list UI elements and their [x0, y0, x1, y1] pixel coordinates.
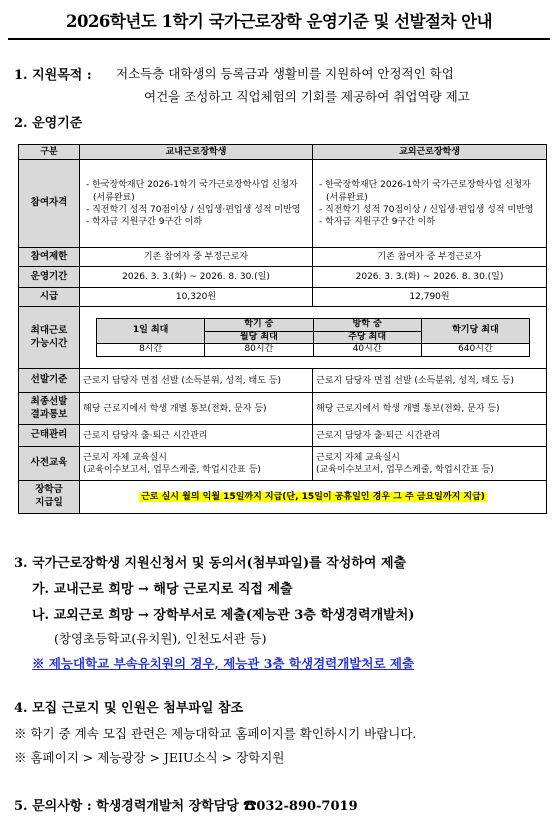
payday-value: 근로 실시 월의 익월 15일까지 지급(단, 15일이 공휴일인 경우 그 주 금요일까지 지급) — [141, 492, 485, 503]
section-4-line-2: ※ 홈페이지 > 제능광장 > JEIU소식 > 장학지원 — [14, 750, 285, 765]
semester-max-label: 학기당 최대 — [421, 319, 529, 344]
section-3-item-b-sub: (창영초등학교(유치원), 인천도서관 등) — [54, 631, 267, 646]
header-category: 구분 — [19, 145, 80, 160]
eligibility-campus-item: - 직전학기 성적 70점이상 / 신입생·편입생 성적 미반영 — [86, 204, 301, 215]
eligibility-offcampus-item: - 직전학기 성적 70점이상 / 신입생·편입생 성적 미반영 — [319, 204, 534, 215]
training-campus-line-2: (교육이수보고서, 업무스케줄, 학업시간표 등) — [83, 464, 261, 475]
header-offcampus: 교외근로장학생 — [313, 145, 547, 160]
eligibility-campus-item: - 한국장학재단 2026-1학기 국가근로장학사업 신청자 (서류완료) — [86, 180, 298, 203]
section-3-item-a: 가. 교내근로 희망 → 해당 근로지로 직접 제출 — [32, 582, 293, 597]
eligibility-campus — [80, 160, 313, 248]
restriction-offcampus: 기존 참여자 중 부정근로자 — [313, 248, 547, 267]
monthly-max-value: 80시간 — [205, 344, 313, 357]
wage-offcampus: 12,790원 — [313, 288, 547, 307]
section-2-heading: 2. 운영기준 — [14, 116, 83, 131]
period-campus: 2026. 3. 3.(화) ~ 2026. 8. 30.(일) — [80, 267, 313, 288]
notice-label-line-2: 결과통보 — [30, 408, 68, 420]
wage-campus: 10,320원 — [80, 288, 313, 307]
daily-max-label: 1일 최대 — [97, 319, 205, 344]
payday-label-line-2: 지급일 — [35, 497, 63, 509]
weekly-max-label-1: 방학 중 — [313, 319, 421, 332]
section-3-heading: 3. 국가근로장학생 지원신청서 및 동의서(첨부파일)를 작성하여 제출 — [14, 556, 407, 571]
weekly-max-label-2: 주당 최대 — [313, 331, 421, 344]
training-offcampus — [313, 447, 547, 481]
header-campus: 교내근로장학생 — [80, 145, 313, 160]
wage-label: 시급 — [19, 288, 80, 307]
eligibility-label: 참여자격 — [19, 160, 80, 248]
selection-offcampus: 근로지 담당자 면접 선발 (소득분위, 성적, 태도 등) — [313, 369, 547, 393]
purpose-label: 1. 지원목적 : — [14, 68, 92, 83]
payday-label-line-1: 장학금 — [35, 484, 63, 496]
selection-label: 선발기준 — [19, 369, 80, 393]
operation-criteria-table — [18, 144, 547, 514]
notice-offcampus: 해당 근로지에서 학생 개별 통보(전화, 문자 등) — [313, 393, 547, 425]
page-title: 2026학년도 1학기 국가근로장학 운영기준 및 선발절차 안내 — [65, 12, 493, 31]
period-label: 운영기간 — [19, 267, 80, 288]
weekly-max-value: 40시간 — [313, 344, 421, 357]
selection-campus: 근로지 담당자 면접 선발 (소득분위, 성적, 태도 등) — [80, 369, 313, 393]
notice-label — [19, 393, 80, 425]
training-label: 사전교육 — [19, 447, 80, 481]
max-hours-label-line-1: 최대근로 — [30, 324, 68, 336]
max-hours-cell — [80, 307, 547, 369]
semester-max-value: 640시간 — [421, 344, 529, 357]
eligibility-offcampus-item: - 학자금 지원구간 9구간 이하 — [319, 216, 436, 227]
title-underline — [8, 38, 550, 40]
restriction-campus: 기존 참여자 중 부정근로자 — [80, 248, 313, 267]
notice-campus: 해당 근로지에서 학생 개별 통보(전화, 문자 등) — [80, 393, 313, 425]
notice-label-line-1: 최종선발 — [30, 395, 68, 407]
eligibility-offcampus — [313, 160, 547, 248]
attendance-offcampus: 근로지 담당자 출·퇴근 시간관리 — [313, 425, 547, 447]
period-offcampus: 2026. 3. 3.(화) ~ 2026. 8. 30.(일) — [313, 267, 547, 288]
purpose-line-1: 저소득층 대학생의 등록금과 생활비를 지원하여 안정적인 학업 — [116, 66, 454, 81]
section-5-contact: 5. 문의사항 : 학생경력개발처 장학담당 ☎032-890-7019 — [14, 799, 358, 814]
training-campus-line-1: 근로지 자체 교육실시 — [83, 452, 167, 463]
section-3-item-b: 나. 교외근로 희망 → 장학부서로 제출(제능관 3층 학생경력개발처) — [32, 608, 415, 623]
section-3-note: ※ 제능대학교 부속유치원의 경우, 제능관 3층 학생경력개발처로 제출 — [32, 656, 415, 671]
training-offcampus-line-1: 근로지 자체 교육실시 — [316, 452, 400, 463]
max-hours-label — [19, 307, 80, 369]
purpose-line-2: 여건을 조성하고 직업체험의 기회를 제공하여 취업역량 제고 — [144, 89, 470, 104]
payday-label — [19, 481, 80, 514]
monthly-max-label-1: 학기 중 — [205, 319, 313, 332]
daily-max-value: 8시간 — [97, 344, 205, 357]
max-hours-table — [96, 318, 530, 357]
training-offcampus-line-2: (교육이수보고서, 업무스케줄, 학업시간표 등) — [316, 464, 494, 475]
attendance-label: 근태관리 — [19, 425, 80, 447]
max-hours-label-line-2: 가능시간 — [30, 337, 68, 349]
eligibility-campus-item: - 학자금 지원구간 9구간 이하 — [86, 216, 203, 227]
section-4-heading: 4. 모집 근로지 및 인원은 첨부파일 참조 — [14, 701, 244, 716]
attendance-campus: 근로지 담당자 출·퇴근 시간관리 — [80, 425, 313, 447]
eligibility-offcampus-item: - 한국장학재단 2026-1학기 국가근로장학사업 신청자 (서류완료) — [319, 180, 531, 203]
payday-cell — [80, 481, 547, 514]
restriction-label: 참여제한 — [19, 248, 80, 267]
section-4-line-1: ※ 학기 중 계속 모집 관련은 제능대학교 홈페이지를 확인하시기 바랍니다. — [14, 726, 417, 741]
monthly-max-label-2: 월당 최대 — [205, 331, 313, 344]
training-campus — [80, 447, 313, 481]
